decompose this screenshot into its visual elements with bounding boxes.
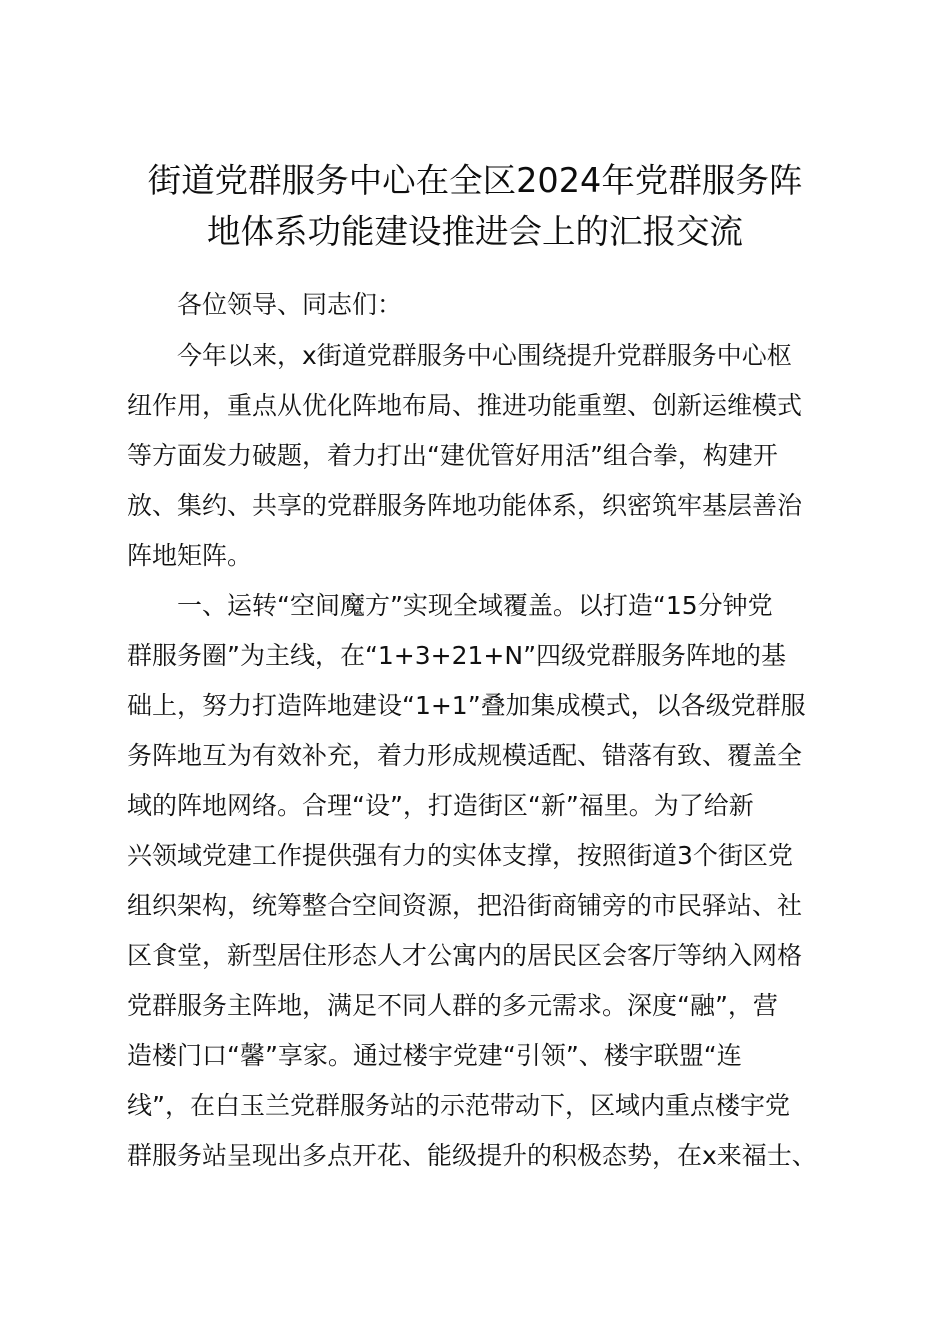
body-line: 今年以来，x街道党群服务中心围绕提升党群服务中心枢 — [177, 341, 792, 370]
body-line: 造楼门口“馨”享家。通过楼宇党建“引领”、楼宇联盟“连 — [127, 1041, 742, 1070]
body-line: 组织架构，统筹整合空间资源，把沿街商铺旁的市民驿站、社 — [127, 891, 803, 920]
body-line: 放、集约、共享的党群服务阵地功能体系，织密筑牢基层善治 — [127, 491, 803, 520]
body-line: 纽作用，重点从优化阵地布局、推进功能重塑、创新运维模式 — [127, 391, 803, 420]
body-line: 域的阵地网络。合理“设”，打造街区“新”福里。为了给新 — [127, 791, 754, 820]
body-line: 础上，努力打造阵地建设“1+1”叠加集成模式，以各级党群服 — [127, 691, 806, 720]
body-line: 阵地矩阵。 — [127, 541, 253, 570]
body-line: 区食堂，新型居住形态人才公寓内的居民区会客厅等纳入网格 — [127, 941, 803, 970]
body-line: 等方面发力破题，着力打出“建优管好用活”组合拳，构建开 — [127, 441, 778, 470]
body-line: 务阵地互为有效补充，着力形成规模适配、错落有致、覆盖全 — [127, 741, 803, 770]
body-line: 线”，在白玉兰党群服务站的示范带动下，区域内重点楼宇党 — [127, 1091, 790, 1120]
salutation: 各位领导、同志们： — [177, 290, 403, 319]
body-line: 群服务站呈现出多点开花、能级提升的积极态势，在x来福士、 — [127, 1141, 817, 1170]
body-line: 党群服务主阵地，满足不同人群的多元需求。深度“融”，营 — [127, 991, 778, 1020]
document-title-line-1: 街道党群服务中心在全区2024年党群服务阵 — [147, 161, 803, 200]
body-line: 一、运转“空间魔方”实现全域覆盖。以打造“15分钟党 — [177, 591, 773, 620]
body-line: 群服务圈”为主线，在“1+3+21+N”四级党群服务阵地的基 — [127, 641, 787, 670]
document-title-line-2: 地体系功能建设推进会上的汇报交流 — [207, 212, 743, 251]
body-line: 兴领域党建工作提供强有力的实体支撑，按照街道3个街区党 — [127, 841, 793, 870]
